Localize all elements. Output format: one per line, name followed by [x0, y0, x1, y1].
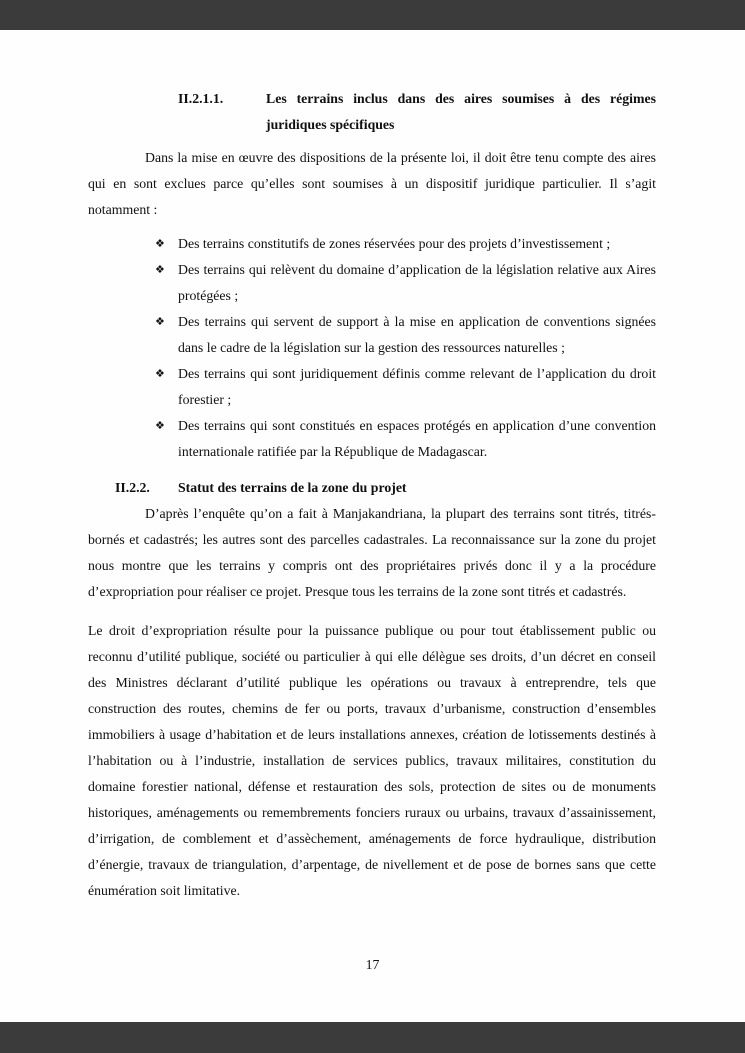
- section-title: Les terrains inclus dans des aires soumises à des régimes juridiques spécifiques: [266, 91, 656, 132]
- bullet-item: [155, 413, 656, 465]
- section-number: II.2.1.1.: [178, 91, 224, 106]
- bullet-diamond-icon: ❖: [155, 263, 165, 276]
- bullet-text: Des terrains constitutifs de zones réservées pour des projets d’investissement ;: [178, 236, 611, 251]
- bullet-diamond-icon: ❖: [155, 315, 165, 328]
- bullet-diamond-icon: ❖: [155, 367, 165, 380]
- bullet-text: Des terrains qui servent de support à la mise en application de conventions signées dans le cadre de la législation sur la gestion des ressources naturelles ;: [178, 314, 656, 355]
- bullet-text: Des terrains qui sont constitués en espaces protégés en application d’une convention internationale ratifiée par la République de Madagascar.: [178, 418, 656, 459]
- bullet-diamond-icon: ❖: [155, 237, 165, 250]
- bullet-item: [155, 309, 656, 361]
- bullet-text: Des terrains qui relèvent du domaine d’application de la législation relative aux Aires protégées ;: [178, 262, 656, 303]
- bullet-item: [155, 257, 656, 309]
- paragraph-intro: Dans la mise en œuvre des dispositions de la présente loi, il doit être tenu compte des aires qui en sont exclues parce qu’elles sont soumises à un dispositif juridique particulier. Il s’agit notamment :: [88, 150, 656, 217]
- bullet-item: [155, 231, 656, 257]
- document-page: [0, 30, 745, 1022]
- section-title: Statut des terrains de la zone du projet: [178, 480, 407, 495]
- section-heading-statut: [115, 475, 656, 501]
- paragraph-statut: D’après l’enquête qu’on a fait à Manjakandriana, la plupart des terrains sont titrés, titrés-bornés et cadastrés; les autres sont des parcelles cadastrales. La reconnaissance sur la zone du projet nous montre que les terrains y compris ont des propriétaires privés donc il y a la procédure d’expropriation pour réaliser ce projet. Presque tous les terrains de la zone sont titrés et cadastrés.: [88, 506, 656, 599]
- section-heading-regimes: [178, 86, 656, 138]
- page-number: 17: [365, 957, 380, 972]
- bullet-diamond-icon: ❖: [155, 419, 165, 432]
- bullet-item: [155, 361, 656, 413]
- paragraph-droit-expropriation: Le droit d’expropriation résulte pour la puissance publique ou pour tout établissement public ou reconnu d’utilité publique, société ou particulier à qui elle délègue ses droits, d’un décret en conseil des Ministres déclarant d’utilité publique les opérations ou travaux à entreprendre, tels que construction des routes, chemins de fer ou ports, travaux d’urbanisme, construction d’ensembles immobiliers à usage d’habitation et de leurs installations annexes, création de lotissements destinés à l’habitation ou à l’industrie, installation de services publics, travaux militaires, constitution du domaine forestier national, défense et restauration des sols, protection de sites ou de monuments historiques, aménagements ou remembrements fonciers ruraux ou urbains, travaux d’assainissement, d’irrigation, de comblement et d’assèchement, aménagements de force hydraulique, distribution d’énergie, travaux de triangulation, d’arpentage, de nivellement et de pose de bornes sans que cette énumération soit limitative.: [88, 623, 656, 898]
- bullet-list: [155, 231, 656, 465]
- bullet-text: Des terrains qui sont juridiquement définis comme relevant de l’application du droit forestier ;: [178, 366, 656, 407]
- paragraph-spacer: [88, 605, 656, 618]
- section-number: II.2.2.: [115, 480, 150, 495]
